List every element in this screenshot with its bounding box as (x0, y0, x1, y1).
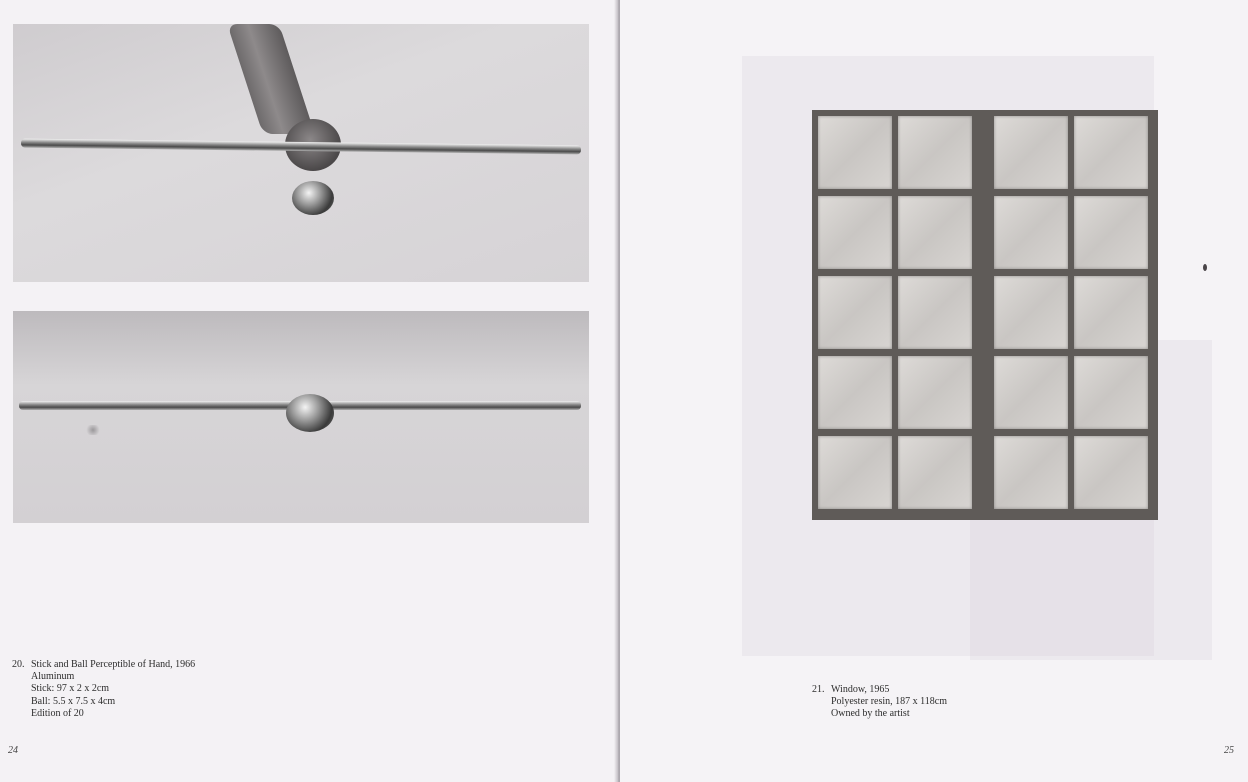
pane (1074, 436, 1148, 509)
pane (1074, 116, 1148, 189)
pane (898, 116, 972, 189)
pane (1074, 356, 1148, 429)
caption-number: 20. (12, 659, 25, 670)
pane (994, 356, 1068, 429)
pane (898, 436, 972, 509)
folio-left: 24 (8, 745, 18, 756)
pane (898, 276, 972, 349)
pane (818, 116, 892, 189)
caption-medium: Aluminum (31, 671, 75, 683)
pane (818, 276, 892, 349)
pane (994, 196, 1068, 269)
caption-ownership: Owned by the artist (831, 708, 910, 720)
photo-stick-held-by-hand (13, 24, 589, 282)
pane (994, 436, 1068, 509)
pane (1074, 276, 1148, 349)
pane (818, 196, 892, 269)
pane (818, 436, 892, 509)
caption-title: Stick and Ball Perceptible of Hand, 1966 (31, 659, 196, 670)
window-left-panel (818, 116, 982, 514)
photo-window-artwork (812, 110, 1158, 520)
pane (818, 356, 892, 429)
smudge (85, 425, 101, 435)
caption-dimensions-ball: Ball: 5.5 x 7.5 x 4cm (31, 695, 116, 707)
caption-edition: Edition of 20 (31, 707, 84, 719)
folio-right: 25 (1224, 745, 1234, 756)
pane (898, 356, 972, 429)
ball-on-stick (286, 394, 334, 432)
caption-medium: Polyester resin, 187 x 118cm (831, 696, 948, 708)
caption-number: 21. (812, 684, 825, 695)
left-page (0, 0, 618, 782)
arm (227, 24, 315, 134)
window-right-panel (994, 116, 1158, 514)
ball (292, 181, 334, 215)
photo-stick-with-ball (13, 311, 589, 523)
speck (1203, 264, 1207, 271)
pane (1074, 196, 1148, 269)
caption-dimensions-stick: Stick: 97 x 2 x 2cm (31, 683, 110, 695)
caption-title: Window, 1965 (831, 684, 890, 695)
pane (994, 116, 1068, 189)
pane (898, 196, 972, 269)
pane (994, 276, 1068, 349)
